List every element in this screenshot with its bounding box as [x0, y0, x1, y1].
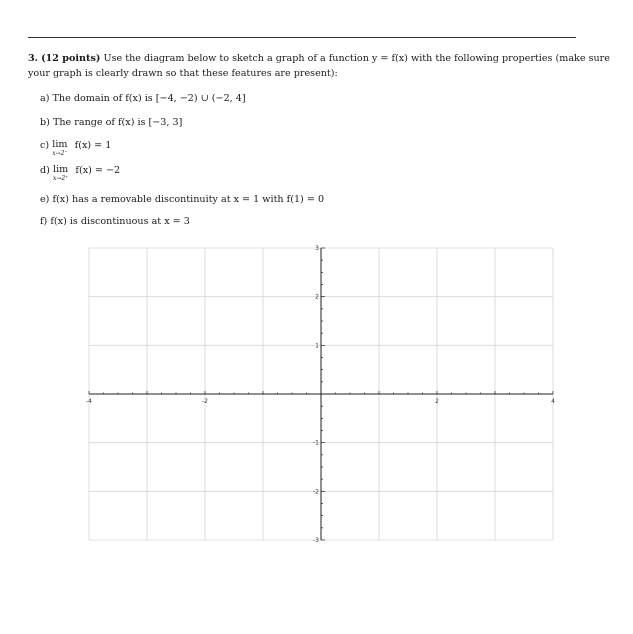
- x-tick-label: -4: [86, 398, 92, 405]
- y-tick-label: -1: [313, 439, 319, 447]
- y-tick-label: -2: [313, 488, 319, 496]
- x-tick-label: -2: [202, 398, 208, 405]
- x-tick-label: 2: [435, 398, 439, 405]
- property-a: a) The domain of f(x) is [−4, −2) ∪ (−2, 4]: [40, 93, 246, 104]
- problem-points: (12 points): [41, 53, 101, 64]
- y-tick-label: -3: [313, 537, 319, 544]
- property-d: d) lim x→2⁺ f(x) = −2: [40, 164, 121, 182]
- x-tick-label: 4: [551, 398, 555, 405]
- property-f: f) f(x) is discontinuous at x = 3: [40, 216, 190, 227]
- y-tick-label: 1: [315, 342, 319, 350]
- y-tick-label: 2: [315, 293, 319, 301]
- problem-number: 3.: [28, 53, 39, 64]
- property-e: e) f(x) has a removable discontinuity at x = 1 with f(1) = 0: [40, 194, 325, 205]
- problem-text: Use the diagram below to sketch a graph of a function y = f(x) with the following properties (make sure your graph is clearly drawn so that these features are present):: [28, 53, 610, 79]
- limit-c: lim x→2⁻: [52, 139, 68, 157]
- y-tick-label: 3: [315, 245, 319, 252]
- property-c: c) lim x→2⁻ f(x) = 1: [40, 139, 112, 157]
- property-b: b) The range of f(x) is [−3, 3]: [40, 117, 183, 128]
- limit-d: lim x→2⁺: [52, 164, 69, 182]
